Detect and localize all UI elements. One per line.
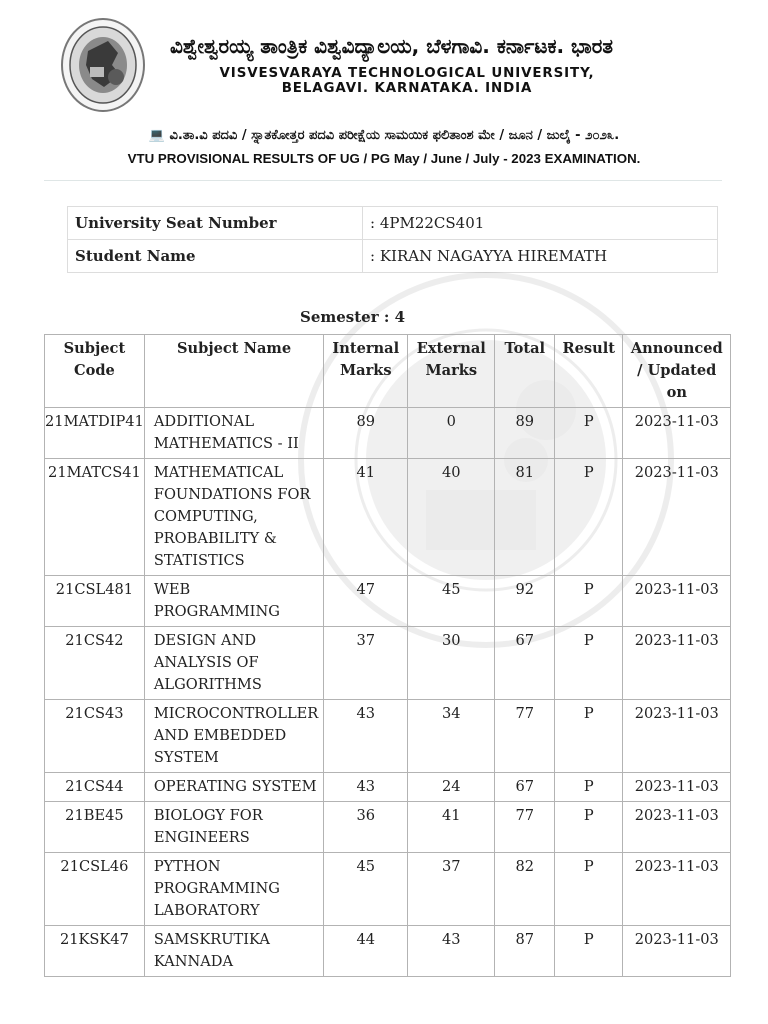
external-marks-cell: 37 [408,853,495,926]
english-title-line1: VISVESVARAYA TECHNOLOGICAL UNIVERSITY, [219,66,595,81]
announced-date-cell: 2023-11-03 [623,802,731,853]
subject-code-cell: 21CS43 [45,700,145,773]
result-cell: P [555,576,623,627]
column-header-internal-marks: Internal Marks [324,335,408,408]
result-cell: P [555,853,623,926]
table-row [45,700,731,773]
column-header-external-marks: External Marks [408,335,495,408]
subject-code-cell: 21MATCS41 [45,459,145,576]
column-header-subject-name: Subject Name [144,335,323,408]
subject-name-cell: ADDITIONAL MATHEMATICS - II [144,408,323,459]
result-cell: P [555,459,623,576]
marks-table [44,334,731,977]
kannada-university-title: ವಿಶ್ವೇಶ್ವರಯ್ಯ ತಾಂತ್ರಿಕ ವಿಶ್ವವಿದ್ಯಾಲಯ, ಬೆಳಗಾವಿ. ಕರ್ನಾಟಕ. ಭಾರತ [170,34,613,58]
subject-code-cell: 21CS44 [45,773,145,802]
external-marks-cell: 41 [408,802,495,853]
subject-code-cell: 21CSL46 [45,853,145,926]
subject-code-cell: 21MATDIP41 [45,408,145,459]
table-row [45,459,731,576]
table-row [45,853,731,926]
external-marks-cell: 30 [408,627,495,700]
university-logo [60,17,146,113]
internal-marks-cell: 36 [324,802,408,853]
announced-date-cell: 2023-11-03 [623,700,731,773]
total-cell: 81 [495,459,555,576]
total-cell: 82 [495,853,555,926]
result-cell: P [555,773,623,802]
student-name-label: Student Name [68,240,363,273]
subject-name-cell: DESIGN AND ANALYSIS OF ALGORITHMS [144,627,323,700]
result-cell: P [555,926,623,977]
subject-name-cell: SAMSKRUTIKA KANNADA [144,926,323,977]
subject-name-cell: BIOLOGY FOR ENGINEERS [144,802,323,853]
internal-marks-cell: 37 [324,627,408,700]
column-header-result: Result [555,335,623,408]
table-row [45,802,731,853]
announced-date-cell: 2023-11-03 [623,926,731,977]
announced-date-cell: 2023-11-03 [623,627,731,700]
table-row [45,926,731,977]
marks-table-body [45,408,731,977]
external-marks-cell: 0 [408,408,495,459]
subject-code-cell: 21KSK47 [45,926,145,977]
total-cell: 67 [495,627,555,700]
result-cell: P [555,408,623,459]
header-divider [44,180,722,181]
subject-name-cell: MICROCONTROLLER AND EMBEDDED SYSTEM [144,700,323,773]
subject-name-cell: WEB PROGRAMMING [144,576,323,627]
external-marks-cell: 34 [408,700,495,773]
marks-table-header [45,335,731,408]
english-results-subtitle: VTU PROVISIONAL RESULTS OF UG / PG May / June / July - 2023 EXAMINATION. [127,151,641,166]
page-header [0,0,768,180]
kannada-results-subtitle: 💻 ವಿ.ತಾ.ವಿ ಪದವಿ / ಸ್ನಾತಕೋತ್ತರ ಪದವಿ ಪರೀಕ್ಷೆಯ ಸಾಮಯಿಕ ಫಲಿತಾಂಶ ಮೇ / ಜೂನ / ಜುಲೈ - ೨೦೨೩. [148,128,620,143]
result-cell: P [555,627,623,700]
usn-row [68,207,718,240]
student-name-row [68,240,718,273]
announced-date-cell: 2023-11-03 [623,459,731,576]
external-marks-cell: 40 [408,459,495,576]
english-university-title [162,66,652,96]
table-row [45,773,731,802]
external-marks-cell: 45 [408,576,495,627]
internal-marks-cell: 41 [324,459,408,576]
student-name-value: : KIRAN NAGAYYA HIREMATH [363,240,718,273]
subject-name-cell: MATHEMATICAL FOUNDATIONS FOR COMPUTING, PROBABILITY & STATISTICS [144,459,323,576]
internal-marks-cell: 47 [324,576,408,627]
table-row [45,408,731,459]
semester-label: Semester : 4 [300,308,406,326]
column-header-total: Total [495,335,555,408]
total-cell: 67 [495,773,555,802]
internal-marks-cell: 44 [324,926,408,977]
subject-code-cell: 21CS42 [45,627,145,700]
external-marks-cell: 24 [408,773,495,802]
table-row [45,576,731,627]
usn-value: : 4PM22CS401 [363,207,718,240]
subject-code-cell: 21BE45 [45,802,145,853]
internal-marks-cell: 43 [324,773,408,802]
total-cell: 89 [495,408,555,459]
total-cell: 87 [495,926,555,977]
internal-marks-cell: 43 [324,700,408,773]
subject-name-cell: OPERATING SYSTEM [144,773,323,802]
internal-marks-cell: 89 [324,408,408,459]
student-info-table [67,206,718,273]
total-cell: 77 [495,700,555,773]
announced-date-cell: 2023-11-03 [623,408,731,459]
announced-date-cell: 2023-11-03 [623,576,731,627]
external-marks-cell: 43 [408,926,495,977]
column-header-subject-code: Subject Code [45,335,145,408]
subject-name-cell: PYTHON PROGRAMMING LABORATORY [144,853,323,926]
total-cell: 77 [495,802,555,853]
result-cell: P [555,802,623,853]
result-cell: P [555,700,623,773]
total-cell: 92 [495,576,555,627]
announced-date-cell: 2023-11-03 [623,773,731,802]
table-row [45,627,731,700]
subject-code-cell: 21CSL481 [45,576,145,627]
internal-marks-cell: 45 [324,853,408,926]
announced-date-cell: 2023-11-03 [623,853,731,926]
usn-label: University Seat Number [68,207,363,240]
english-title-line2: BELAGAVI. KARNATAKA. INDIA [281,81,533,96]
column-header-announced-date: Announced / Updated on [623,335,731,408]
